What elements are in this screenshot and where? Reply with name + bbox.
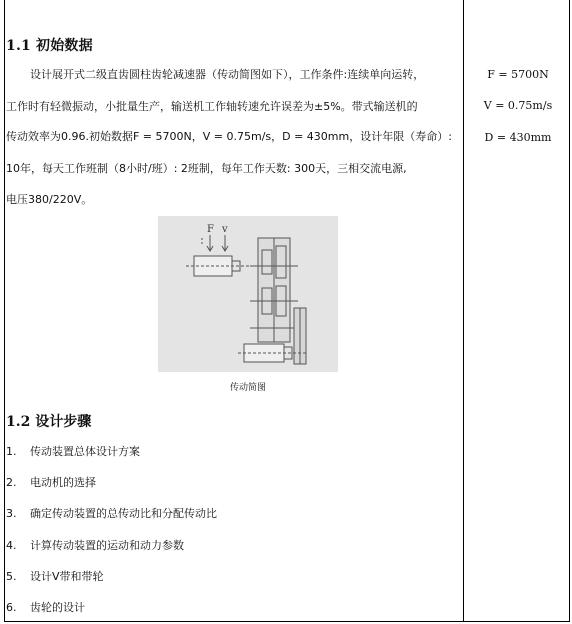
- list-item-number: 1.: [6, 445, 17, 458]
- list-item-number: 6.: [6, 601, 17, 614]
- paragraph-line-2: 工作时有轻微振动，小批量生产，输送机工作轴转速允许误差为±5%。带式输送机的: [6, 100, 418, 113]
- list-item-text: 确定传动装置的总传动比和分配传动比: [30, 507, 217, 520]
- section-title-design-steps: 1.2 设计步骤: [6, 414, 92, 430]
- paragraph-line-4: 10年，每天工作班制（8小时/班）: 2班制，每年工作天数: 300天，三相交流电源,: [6, 162, 407, 175]
- list-item: [6, 474, 96, 490]
- velocity-value: V = 0.75m/s: [483, 99, 553, 112]
- paragraph-line-5: 电压380/220V。: [6, 193, 93, 206]
- list-item-number: 2.: [6, 476, 17, 489]
- force-value: F = 5700N: [487, 68, 549, 81]
- list-item-text: 电动机的选择: [30, 476, 96, 489]
- list-item-number: 4.: [6, 539, 17, 552]
- list-item-text: 计算传动装置的运动和动力参数: [30, 539, 184, 552]
- paragraph-line-3: 传动效率为0.96.初始数据F = 5700N，V = 0.75m/s，D = 430mm，设计年限（寿命）:: [6, 130, 452, 143]
- transmission-diagram-image: [158, 216, 338, 372]
- list-item-text: 齿轮的设计: [30, 601, 85, 614]
- list-item-number: 5.: [6, 570, 17, 583]
- column-divider: [463, 0, 464, 622]
- paragraph-text-1: 设计展开式二级直齿圆柱齿轮减速器（传动简图如下），工作条件:连续单向运转，: [30, 68, 425, 81]
- list-item-number: 3.: [6, 507, 17, 520]
- list-item: [6, 537, 184, 553]
- list-item: [6, 568, 104, 584]
- figure-caption: 传动简图: [229, 383, 266, 393]
- transmission-diagram-sketch: [158, 216, 338, 372]
- paragraph-line-1: [6, 67, 456, 83]
- force-label: F: [207, 224, 214, 235]
- velocity-label: v: [222, 224, 228, 235]
- section-title-initial-data: 1.1 初始数据: [6, 38, 93, 54]
- list-item: [6, 599, 85, 615]
- list-item: [6, 443, 140, 459]
- diameter-value: D = 430mm: [484, 131, 552, 144]
- list-item: [6, 505, 217, 521]
- list-item-text: 设计V带和带轮: [30, 570, 104, 583]
- list-item-text: 传动装置总体设计方案: [30, 445, 140, 458]
